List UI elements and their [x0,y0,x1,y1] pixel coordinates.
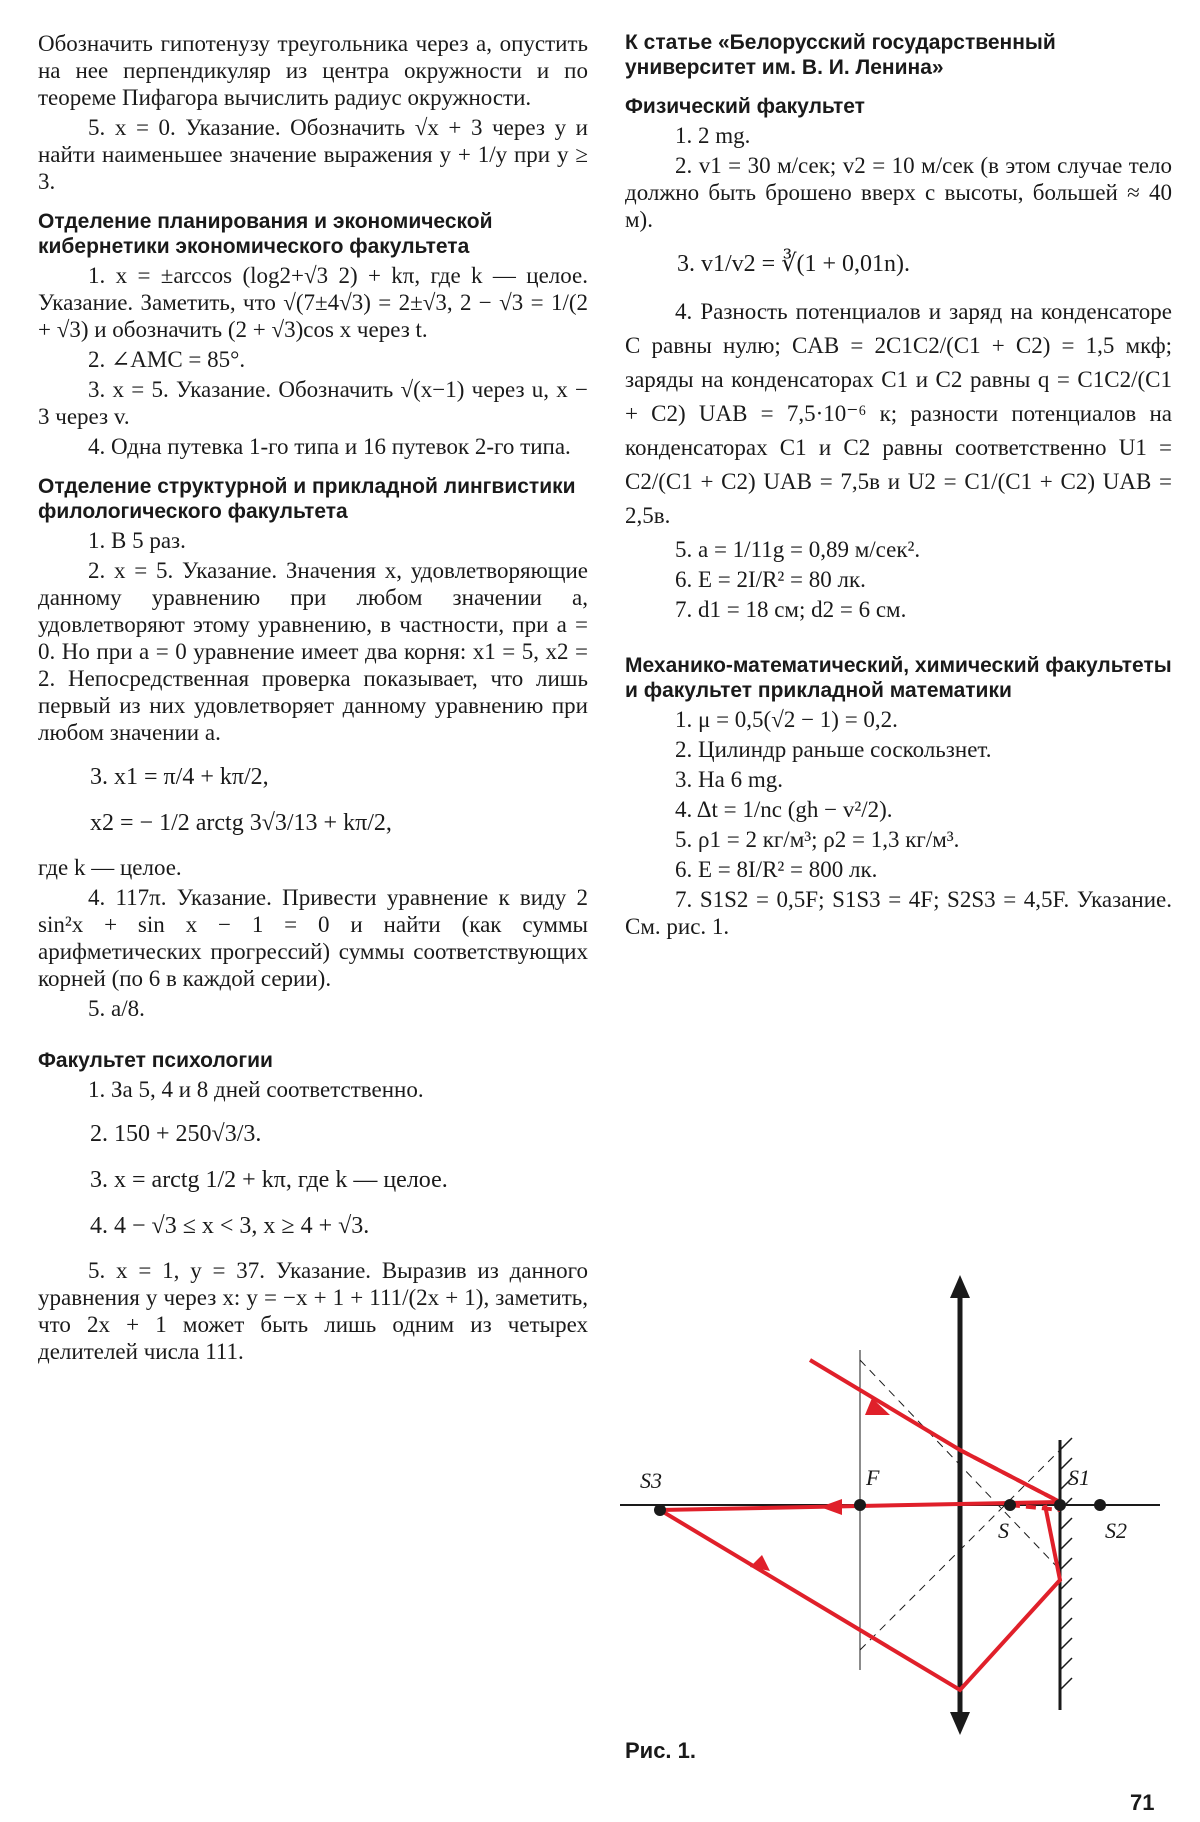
label-s2: S2 [1105,1518,1127,1543]
section-heading: Механико-математический, химический факультеты и факультет прикладной математики [625,654,1172,702]
answer-item: 2. Цилиндр раньше соскользнет. [675,737,992,762]
formula: 4. 4 − √3 ≤ x < 3, x ≥ 4 + √3. [90,1213,370,1239]
formula: 3. x1 = π/4 + kπ/2, [90,764,269,790]
formula: 3. v1/v2 = ∛(1 + 0,01n). [677,251,911,277]
answer-item: 4. Δt = 1/nc (gh − v²/2). [675,797,893,822]
answer-item: 1. μ = 0,5(√2 − 1) = 0,2. [675,707,898,732]
optics-diagram [620,1270,1180,1740]
answer-item: 3. На 6 mg. [675,767,783,792]
answer-item: 6. E = 8I/R² = 800 лк. [675,857,878,882]
answer-item: 6. E = 2I/R² = 80 лк. [675,567,866,592]
answer-item: 7. d1 = 18 см; d2 = 6 см. [675,597,907,622]
formula: x2 = − 1/2 arctg 3√3/13 + kπ/2, [90,810,392,836]
answer-item: 4. Разность потенциалов и заряд на конденсаторе C равны нулю; CAB = 2C1C2/(C1 + C2) = 1,5 мкф; заряды на конденсаторах C1 и C2 равны q = C1C2/(C1 + C2) UAB = 7,5·10⁻⁶ к; разности потенциалов на конденсаторах C1 и C2 равны соответственно U1 = C2/(C1 + C2) UAB = 7,5в и U2 = C1/(C1 + C2) UAB = 2,5в. [625,299,1172,528]
label-s3: S3 [640,1468,662,1493]
answer-item: 4. Одна путевка 1-го типа и 16 путевок 2-го типа. [88,434,571,459]
answer-item: 5. a/8. [88,996,145,1021]
paragraph: где k — целое. [38,855,182,880]
answer-item: 1. x = ±arccos (log2+√3 2) + kπ, где k — целое. Указание. Заметить, что √(7±4√3) = 2±√3, 2 − √3 = 1/(2 + √3) и обозначить (2 + √3)cos x через t. [38,263,588,342]
section-heading: Отделение планирования и экономической кибернетики экономического факультета [38,210,493,258]
paragraph: Обозначить гипотенузу треугольника через a, опустить на нее перпендикуляр из центра окружности и по теореме Пифагора вычислить радиус окружности. [38,31,588,110]
answer-item: 5. x = 1, y = 37. Указание. Выразив из данного уравнения y через x: y = −x + 1 + 111/(2x + 1), заметить, что 2x + 1 может быть лишь одним из четырех делителей числа 111. [38,1258,588,1364]
answer-item: 2. ∠AMC = 85°. [88,347,246,372]
formula: 3. x = arctg 1/2 + kπ, где k — целое. [90,1167,448,1193]
answer-item: 1. В 5 раз. [88,528,186,553]
answer-item: 2. v1 = 30 м/сек; v2 = 10 м/сек (в этом случае тело должно быть брошено вверх с высоты, большей ≈ 40 м). [625,153,1172,232]
label-s1: S1 [1068,1465,1090,1490]
answer-item: 5. a = 1/11g = 0,89 м/сек². [675,537,921,562]
answer-item: 1. 2 mg. [675,123,751,148]
lens-arrow-top [950,1275,970,1298]
section-heading: Отделение структурной и прикладной лингвистики филологического факультета [38,475,576,523]
section-heading: Факультет психологии [38,1049,273,1072]
right-column [625,30,1172,943]
point-s [1004,1499,1016,1511]
point-s1 [1054,1499,1066,1511]
point-s2 [1094,1499,1106,1511]
answer-item: 5. ρ1 = 2 кг/м³; ρ2 = 1,3 кг/м³. [675,827,960,852]
answer-item: 4. 117π. Указание. Привести уравнение к виду 2 sin²x + sin x − 1 = 0 и найти (как суммы арифметических прогрессий) суммы соответствующих корней (по 6 в каждой серии). [38,885,588,991]
label-f: F [866,1465,880,1490]
point-s3 [654,1504,666,1516]
figure-caption: Рис. 1. [625,1738,697,1763]
answer-item: 1. За 5, 4 и 8 дней соответственно. [88,1077,424,1102]
answer-item: 3. x = 5. Указание. Обозначить √(x−1) через u, x − 3 через v. [38,377,588,429]
subsection-heading: Физический факультет [625,95,865,118]
section-heading: К статье «Белорусский государственный университет им. В. И. Ленина» [625,31,1056,79]
lens-arrow-bottom [950,1712,970,1735]
formula: 2. 150 + 250√3/3. [90,1121,262,1147]
construction-line [860,1440,1070,1650]
page-number: 71 [1130,1790,1155,1815]
answer-item: 5. x = 0. Указание. Обозначить √x + 3 через y и найти наименьшее значение выражения y + 1/y при y ≥ 3. [38,115,588,194]
point-f [854,1499,866,1511]
answer-item: 2. x = 5. Указание. Значения x, удовлетворяющие данному уравнению при любом значении a, удовлетворяют этому уравнению, в частности, при a = 0. Но при a = 0 уравнение имеет два корня: x1 = 5, x2 = 2. Непосредственная проверка показывает, что лишь первый из них удовлетворяет данному уравнению при любом значении a. [38,558,588,745]
label-s: S [998,1518,1009,1543]
left-column [38,30,588,1368]
answer-item: 7. S1S2 = 0,5F; S1S3 = 4F; S2S3 = 4,5F. Указание. См. рис. 1. [625,887,1172,939]
